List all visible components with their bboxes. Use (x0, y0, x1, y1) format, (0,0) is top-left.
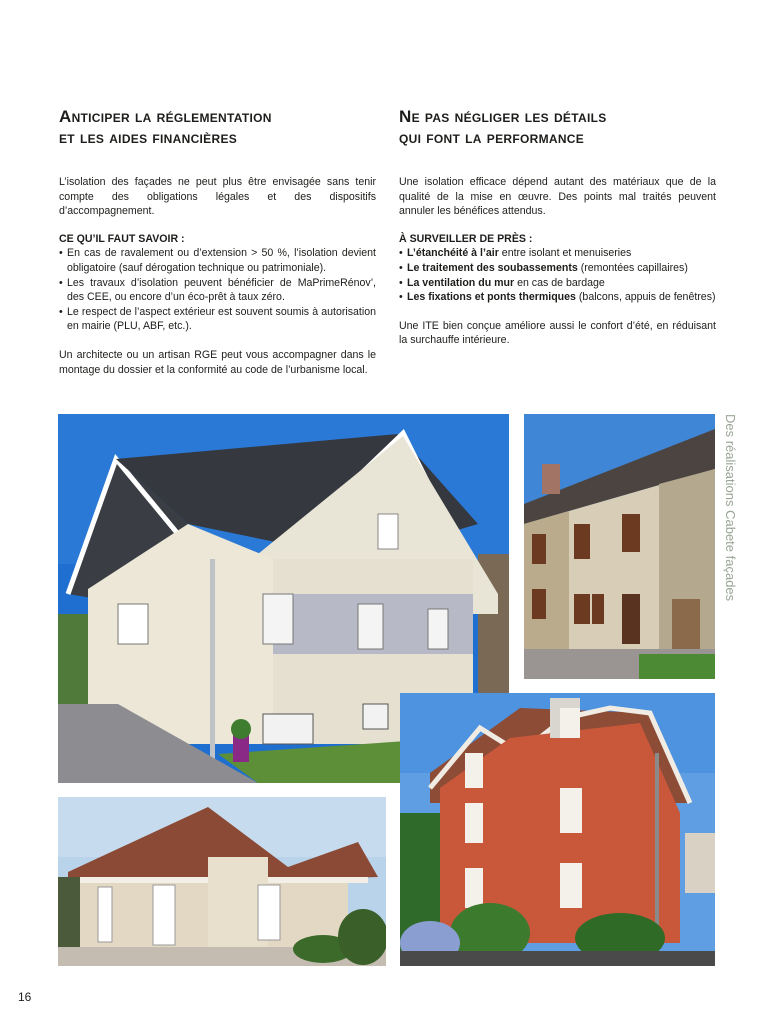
right-bullet-rest: (remontées capillaires) (577, 261, 688, 274)
left-heading (59, 106, 376, 148)
right-bullet-bold: Les fixations et ponts thermiques (407, 291, 576, 304)
right-heading-line1: Ne pas négliger les détails (399, 107, 607, 126)
photo-bungalow (58, 797, 386, 966)
right-bullet-rest: (balcons, appuis de fenêtres) (575, 291, 716, 304)
right-intro: Une isolation efficace dépend autant des matériaux que de la qualité de la mise en œuvre. Des points mal traités peuvent annuler les bénéfices attendus. (399, 176, 716, 218)
right-heading (399, 106, 716, 148)
left-intro: L’isolation des façades ne peut plus être envisagée sans tenir compte des obligations légales et des dispositifs d’accompagnement. (59, 176, 376, 218)
left-outro: Un architecte ou un artisan RGE peut vous accompagner dans le montage du dossier et la conformité au code de l’urbanisme local. (59, 348, 376, 376)
right-outro: Une ITE bien conçue améliore aussi le confort d’été, en réduisant la surchauffe intérieure. (399, 319, 716, 347)
right-bullet-rest: en cas de bardage (514, 276, 605, 289)
left-bullet-list (59, 246, 376, 334)
left-bullet: • En cas de ravalement ou d’extension > 50 %, l’isolation devient obligatoire (sauf dérogation technique ou patrimoniale). (59, 246, 376, 275)
right-bullet-bold: La ventilation du mur (407, 276, 515, 289)
photo-orange-house (400, 693, 715, 966)
right-bullet-bold: L’étanchéité à l’air (407, 247, 499, 260)
left-heading-line1: Anticiper la réglementation (59, 107, 272, 126)
right-bullet (399, 290, 716, 305)
right-bullet-bold: Le traitement des soubassements (407, 261, 578, 274)
left-column (59, 106, 376, 390)
right-heading-line2: qui font la performance (399, 128, 585, 147)
left-bullet: • Le respect de l’aspect extérieur est souvent soumis à autorisation en mairie (PLU, ABF, etc.). (59, 305, 376, 334)
left-bullet: • Les travaux d’isolation peuvent bénéficier de MaPrimeRénov’, des CEE, ou encore d’un éco-prêt à taux zéro. (59, 276, 376, 305)
right-column (399, 106, 716, 361)
right-bullet (399, 246, 716, 261)
page-number: 16 (18, 990, 32, 1004)
right-subhead: À SURVEILLER DE PRÈS : (399, 232, 533, 245)
left-subhead: CE QU’IL FAUT SAVOIR : (59, 232, 185, 245)
photo-stone-farmhouse (524, 414, 715, 679)
side-caption: Des réalisations Cabete façades (723, 414, 738, 602)
right-bullet (399, 276, 716, 291)
right-bullet (399, 261, 716, 276)
right-bullet-list (399, 246, 716, 304)
right-bullet-rest: entre isolant et menuiseries (498, 247, 632, 260)
left-heading-line2: et les aides financières (59, 128, 238, 147)
